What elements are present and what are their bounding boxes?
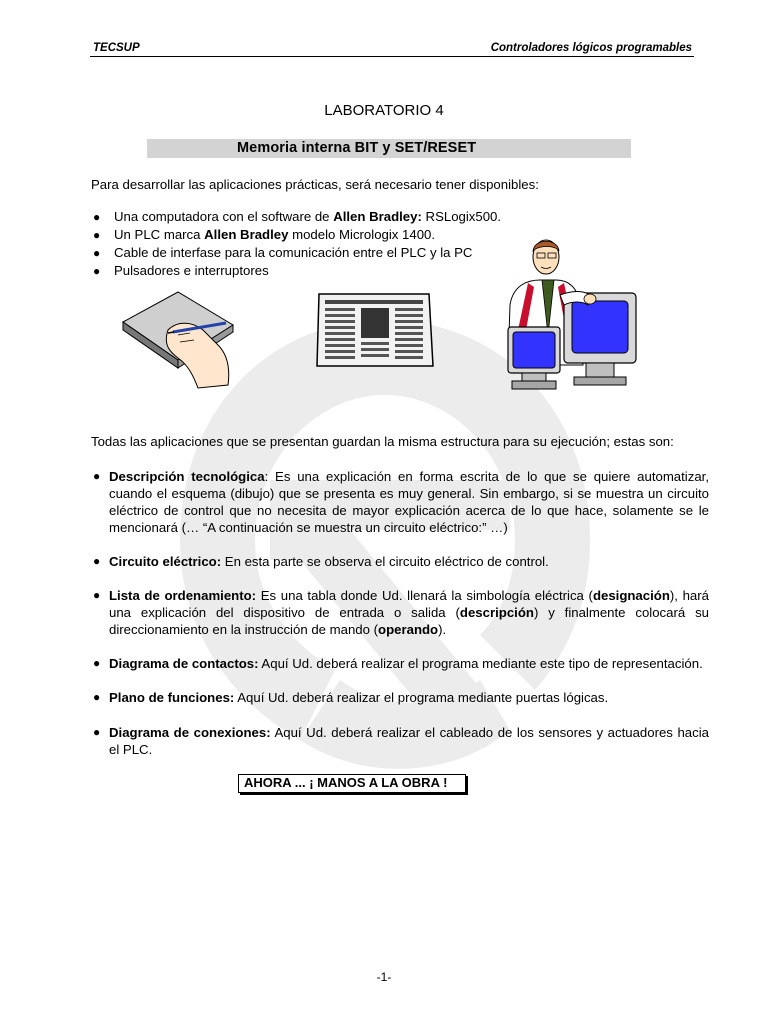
man-with-computers-clipart: [498, 235, 660, 395]
bullet-icon: ●: [93, 656, 101, 670]
list-item: ● Plano de funciones: Aquí Ud. deberá realizar el programa mediante puertas lógicas.: [93, 690, 609, 705]
list-item: ● Descripción tecnológica: Es una explicación en forma escrita de lo que se quiere automatizar, cuando el esquema (dibujo) que se presenta es muy general. Sin embargo, si se muestra un circuito eléctrico de control que no necesita de mayor explicación acerca de lo que hace, solamente se le mencionará (… “A continuación se muestra un circuito eléctrico:” …): [93, 469, 709, 535]
bullet-icon: ●: [93, 588, 101, 602]
list-item: ● Cable de interfase para la comunicación entre el PLC y la PC: [93, 245, 473, 260]
requirements-list: [93, 208, 501, 280]
bullet-icon: ●: [93, 246, 101, 260]
applications-intro: Todas las aplicaciones que se presentan guardan la misma estructura para su ejecución; estas son:: [91, 434, 674, 449]
page-number: -1-: [376, 970, 392, 984]
bullet-icon: ●: [93, 210, 101, 224]
list-item: ● Un PLC marca Allen Bradley modelo Micrologix 1400.: [93, 227, 436, 242]
call-to-action-text: AHORA ... ¡ MANOS A LA OBRA !: [244, 775, 448, 790]
bullet-icon: ●: [93, 228, 101, 242]
bullet-icon: ●: [93, 469, 101, 483]
bullet-icon: ●: [93, 554, 101, 568]
list-item: ● Circuito eléctrico: En esta parte se observa el circuito eléctrico de control.: [93, 554, 549, 569]
list-item: ● Diagrama de conexiones: Aquí Ud. deberá realizar el cableado de los sensores y actuadores hacia el PLC.: [93, 725, 709, 757]
bullet-icon: ●: [93, 264, 101, 278]
header-rule: [90, 56, 694, 57]
writing-hand-clipart: [118, 290, 238, 390]
list-item: ● Pulsadores e interruptores: [93, 263, 269, 278]
list-item: ● Diagrama de contactos: Aquí Ud. deberá realizar el programa mediante este tipo de representación.: [93, 656, 703, 671]
page-subtitle: Memoria interna BIT y SET/RESET: [237, 140, 477, 156]
bullet-icon: ●: [93, 725, 101, 739]
call-to-action-box: [238, 774, 466, 793]
document-clipart: [315, 290, 435, 370]
intro-paragraph: Para desarrollar las aplicaciones prácticas, será necesario tener disponibles:: [91, 177, 539, 192]
bullet-icon: ●: [93, 690, 101, 704]
header-org: TECSUP: [93, 42, 140, 54]
header-course: Controladores lógicos programables: [490, 42, 692, 54]
list-item: ● Lista de ordenamiento: Es una tabla donde Ud. llenará la simbología eléctrica (designación), hará una explicación del dispositivo de entrada o salida (descripción) y finalmente colocará su direccionamiento en la instrucción de mando (operando).: [93, 588, 709, 637]
page-title: LABORATORIO 4: [324, 102, 444, 119]
list-item: ● Una computadora con el software de Allen Bradley: RSLogix500.: [93, 209, 502, 224]
